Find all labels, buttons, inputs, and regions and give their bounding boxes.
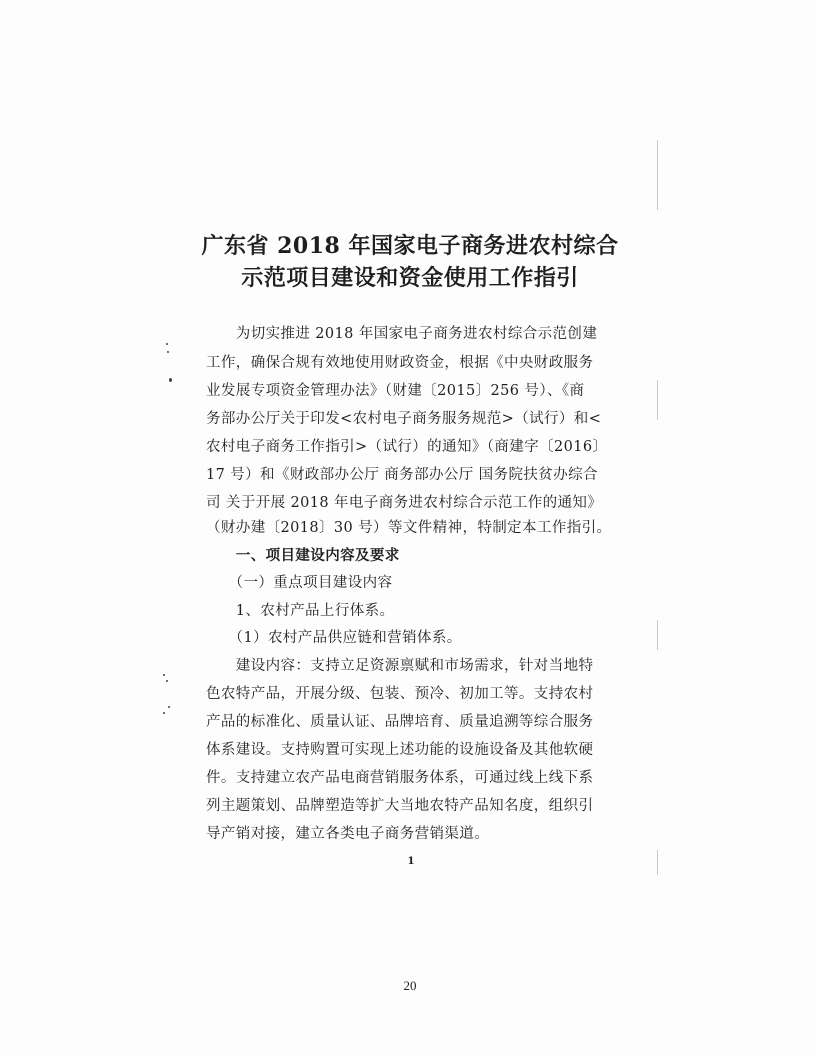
scan-edge-line — [657, 140, 658, 210]
paragraph-line: 业发展专项资金管理办法》（财建〔2015〕256 号）、《商 — [206, 383, 585, 399]
paragraph-line: 建设内容：支持立足资源禀赋和市场需求，针对当地特 — [206, 658, 594, 674]
paragraph-line: 产品的标准化、质量认证、品牌培育、质量追溯等综合服务 — [206, 714, 594, 730]
outer-page-number: 20 — [403, 978, 417, 993]
scan-speck — [167, 351, 169, 353]
scan-speck — [163, 712, 165, 714]
paragraph-line: 体系建设。支持购置可实现上述功能的设施设备及其他软硬 — [206, 742, 594, 758]
scan-speck — [166, 343, 168, 345]
paragraph-line: 农村电子商务工作指引>（试行）的通知》（商建字〔2016〕 — [206, 439, 608, 455]
paragraph-line: 司 关于开展 2018 年电子商务进农村综合示范工作的通知》 — [206, 495, 603, 511]
scan-speck — [166, 680, 168, 682]
item-heading: 1、农村产品上行体系。 — [206, 603, 395, 619]
paragraph-line: 色农特产品，开展分级、包装、预冷、初加工等。支持农村 — [206, 686, 594, 702]
section-heading: 一、项目建设内容及要求 — [206, 547, 400, 564]
paragraph-line: 17 号）和《财政部办公厅 商务部办公厅 国务院扶贫办综合 — [206, 467, 598, 483]
scan-speck — [163, 674, 165, 676]
paragraph-line: 导产销对接，建立各类电子商务营销渠道。 — [206, 826, 490, 842]
scan-edge-line — [657, 380, 658, 420]
paragraph-line: 件。支持建立农产品电商营销服务体系，可通过线上线下系 — [206, 770, 594, 786]
document-title-line-1: 广东省 2018 年国家电子商务进农村综合 — [201, 233, 619, 259]
inner-page-number: 1 — [407, 856, 415, 867]
paragraph-line: 列主题策划、品牌塑造等扩大当地农特产品知名度，组织引 — [206, 798, 594, 814]
item-subheading: （1）农村产品供应链和营销体系。 — [206, 630, 462, 646]
subsection-heading: （一）重点项目建设内容 — [206, 575, 393, 591]
document-title-line-2: 示范项目建设和资金使用工作指引 — [241, 265, 579, 291]
scan-edge-line — [657, 850, 658, 875]
paragraph-line: 工作，确保合规有效地使用财政资金，根据《中央财政服务 — [206, 355, 594, 371]
scan-speck — [168, 706, 170, 708]
scan-speck — [169, 378, 172, 382]
paragraph-line: 为切实推进 2018 年国家电子商务进农村综合示范创建 — [206, 326, 598, 342]
scan-edge-line — [657, 620, 658, 650]
paragraph-line: 务部办公厅关于印发<农村电子商务服务规范>（试行）和< — [206, 411, 602, 427]
paragraph-line: （财办建〔2018〕30 号）等文件精神，特制定本工作指引。 — [206, 520, 612, 536]
